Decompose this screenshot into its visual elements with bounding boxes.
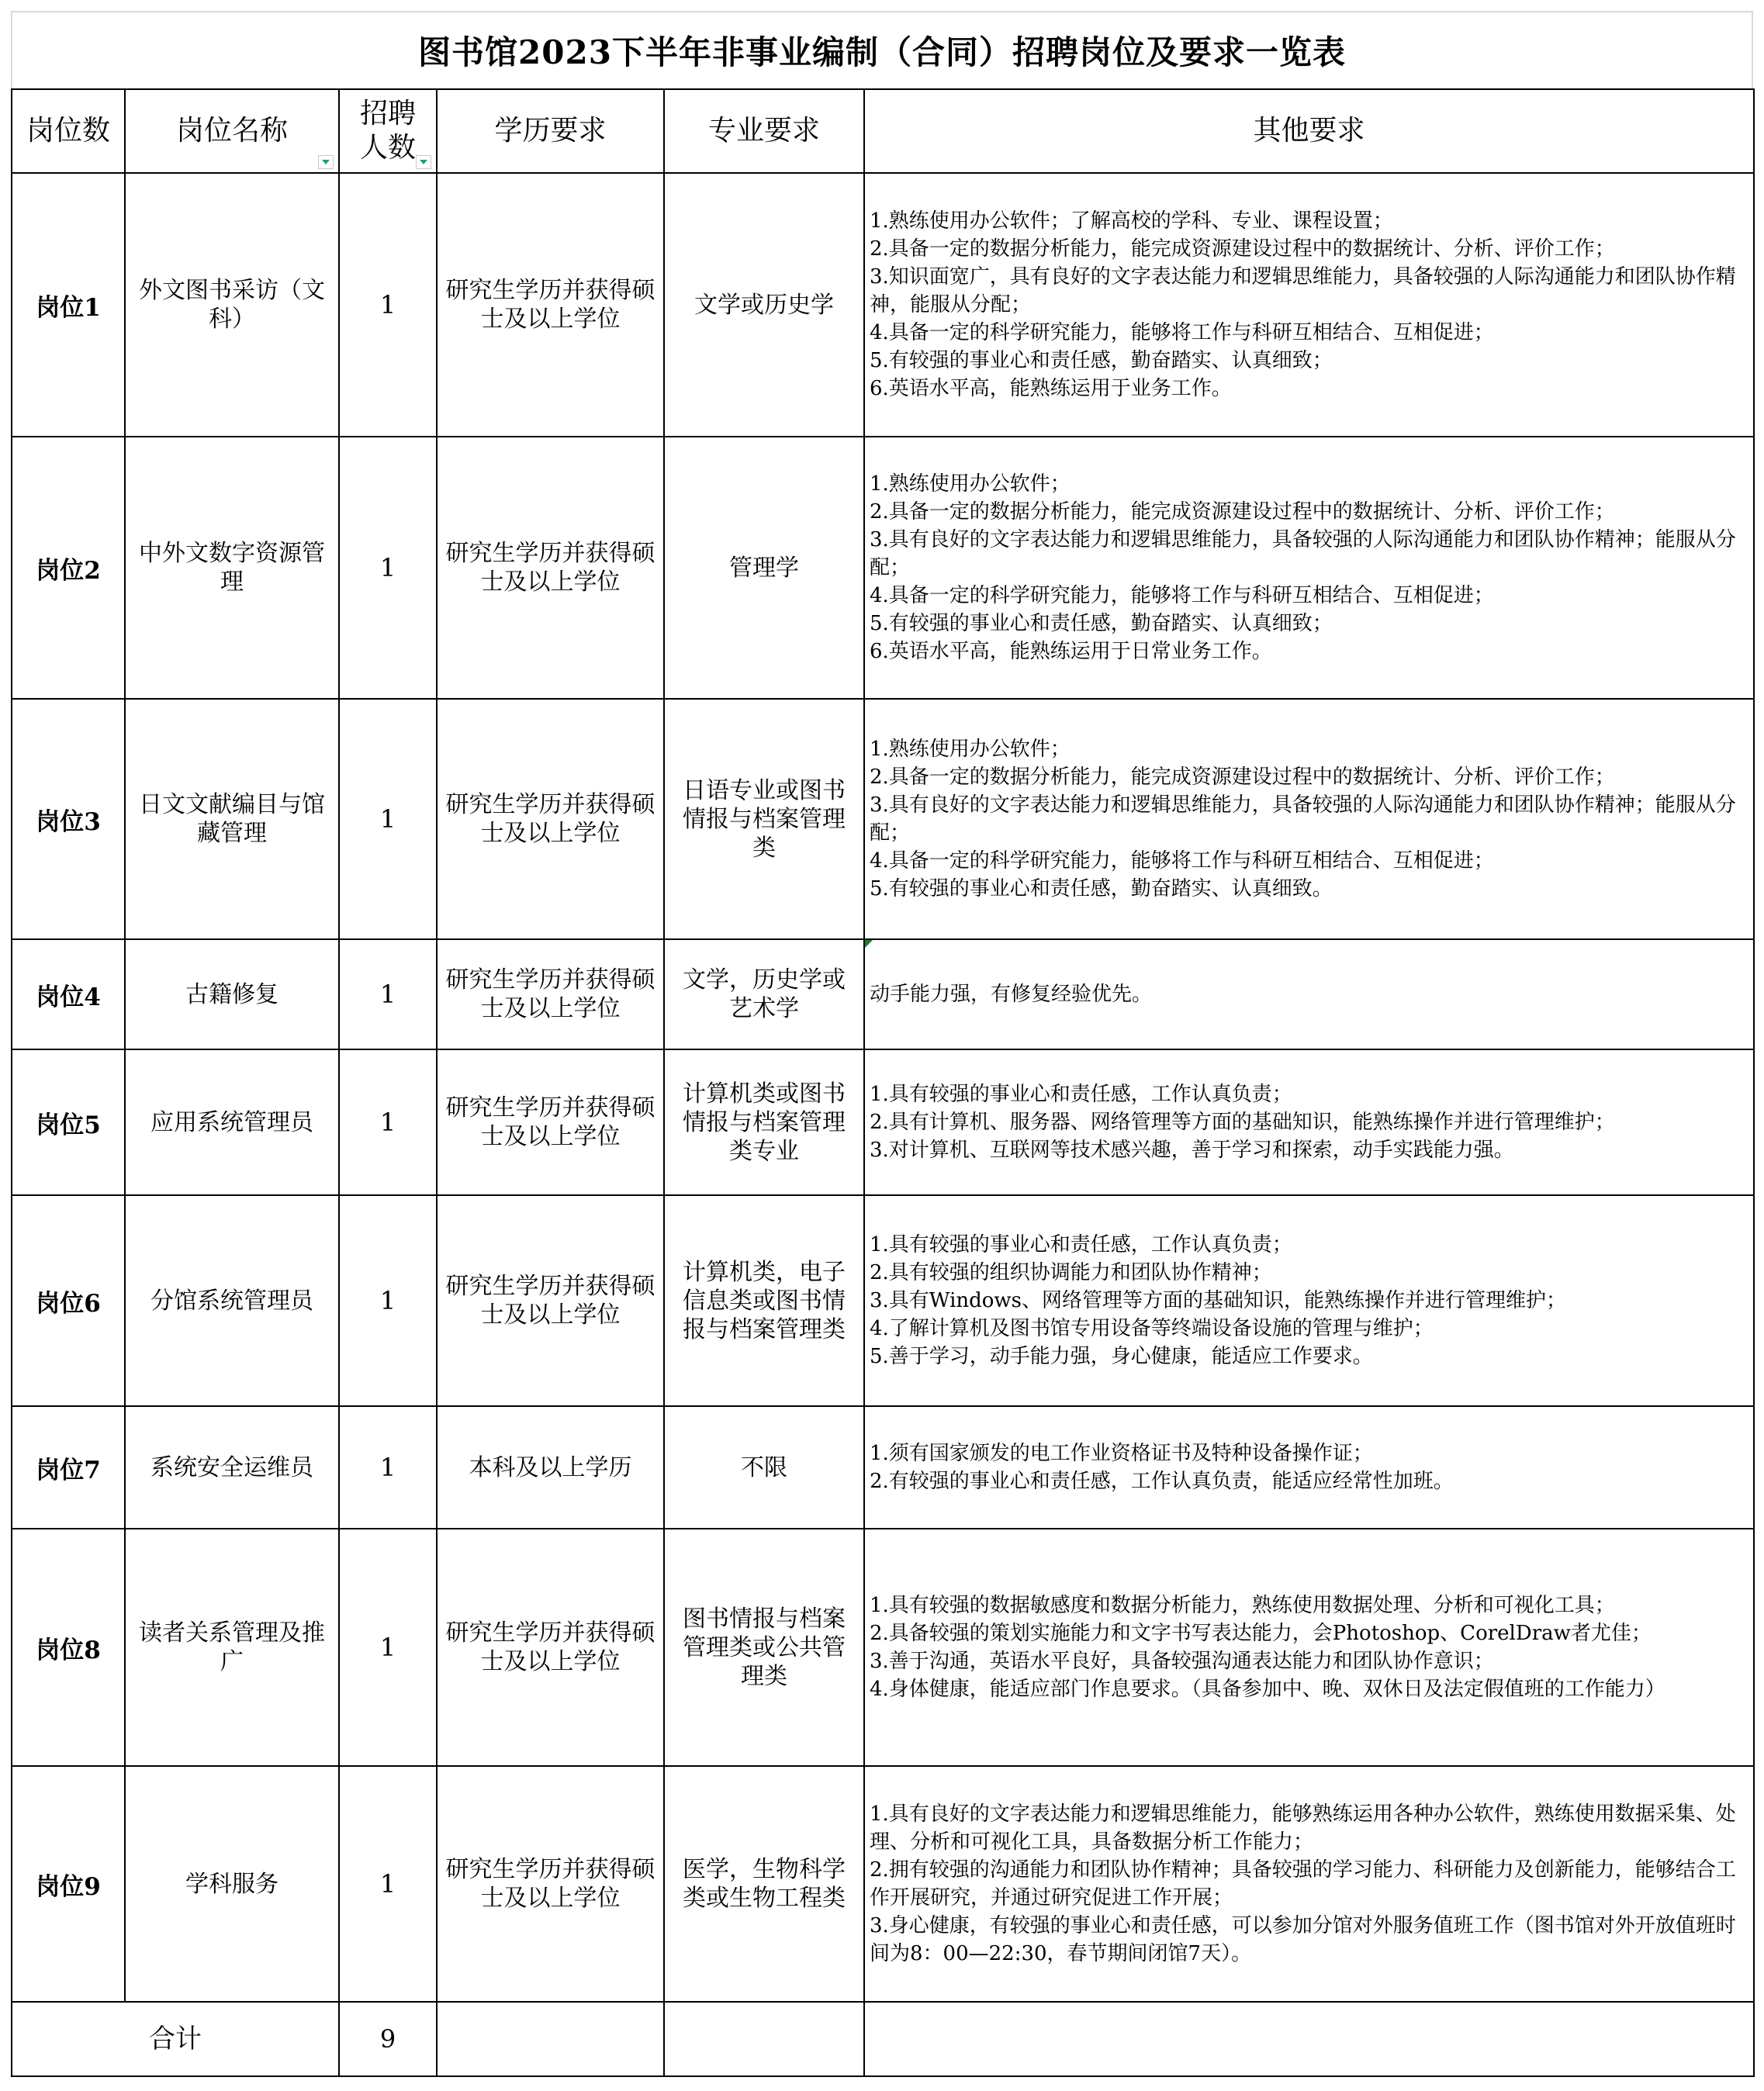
headcount-cell: 1 bbox=[339, 1195, 437, 1406]
education-cell: 研究生学历并获得硕士及以上学位 bbox=[437, 1195, 664, 1406]
major-cell: 计算机类，电子信息类或图书情报与档案管理类 bbox=[664, 1195, 864, 1406]
table-row bbox=[12, 699, 1754, 939]
header-education: 学历要求 bbox=[437, 89, 664, 173]
total-row bbox=[12, 2002, 1754, 2076]
requirement-line: 1.熟练使用办公软件； bbox=[870, 738, 1071, 761]
requirement-line: 5.有较强的事业心和责任感，勤奋踏实、认真细致； bbox=[870, 349, 1333, 372]
requirement-line: 3.知识面宽广，具有良好的文字表达能力和逻辑思维能力，具备较强的人际沟通能力和团队协作精神，能服从分配； bbox=[870, 265, 1736, 316]
table-row bbox=[12, 1406, 1754, 1529]
requirement-line: 5.有较强的事业心和责任感，勤奋踏实、认真细致； bbox=[870, 612, 1333, 635]
header-position-name-label: 岗位名称 bbox=[175, 115, 288, 147]
requirement-line: 4.具备一定的科学研究能力，能够将工作与科研互相结合、互相促进； bbox=[870, 584, 1494, 607]
total-count-cell: 9 bbox=[339, 2002, 437, 2076]
position-no-cell: 岗位2 bbox=[12, 437, 125, 699]
requirement-line: 3.对计算机、互联网等技术感兴趣，善于学习和探索，动手实践能力强。 bbox=[870, 1139, 1514, 1162]
position-no-cell: 岗位1 bbox=[12, 173, 125, 437]
requirement-line: 4.身体健康，能适应部门作息要求。（具备参加中、晚、双休日及法定假值班的工作能力） bbox=[870, 1678, 1665, 1701]
education-cell: 本科及以上学历 bbox=[437, 1406, 664, 1529]
education-cell: 研究生学历并获得硕士及以上学位 bbox=[437, 1766, 664, 2002]
requirement-line: 1.熟练使用办公软件； bbox=[870, 472, 1071, 496]
header-other: 其他要求 bbox=[864, 89, 1754, 173]
table-row bbox=[12, 173, 1754, 437]
position-no-cell: 岗位7 bbox=[12, 1406, 125, 1529]
position-name-cell: 古籍修复 bbox=[125, 939, 339, 1049]
headcount-cell: 1 bbox=[339, 699, 437, 939]
other-requirements-cell bbox=[864, 1766, 1754, 2002]
other-requirements-cell bbox=[864, 1195, 1754, 1406]
filter-dropdown-icon[interactable] bbox=[318, 155, 334, 169]
requirement-line: 6.英语水平高，能熟练运用于业务工作。 bbox=[870, 377, 1232, 400]
position-name-cell: 外文图书采访（文科） bbox=[125, 173, 339, 437]
requirement-line: 5.有较强的事业心和责任感，勤奋踏实、认真细致。 bbox=[870, 877, 1333, 900]
position-name-cell: 分馆系统管理员 bbox=[125, 1195, 339, 1406]
total-label-cell: 合计 bbox=[12, 2002, 339, 2076]
requirement-line: 2.具有计算机、服务器、网络管理等方面的基础知识，能熟练操作并进行管理维护； bbox=[870, 1111, 1615, 1134]
requirement-line: 1.具有较强的数据敏感度和数据分析能力，熟练使用数据处理、分析和可视化工具； bbox=[870, 1594, 1615, 1617]
major-cell: 管理学 bbox=[664, 437, 864, 699]
requirement-line: 3.身心健康，有较强的事业心和责任感，可以参加分馆对外服务值班工作（图书馆对外开放值班时间为8：00—22:30，春节期间闭馆7天）。 bbox=[870, 1914, 1736, 1965]
recruitment-sheet bbox=[11, 11, 1753, 2077]
major-cell: 不限 bbox=[664, 1406, 864, 1529]
major-cell: 计算机类或图书情报与档案管理类专业 bbox=[664, 1049, 864, 1195]
major-cell: 日语专业或图书情报与档案管理类 bbox=[664, 699, 864, 939]
requirement-line: 3.具有Windows、网络管理等方面的基础知识，能熟练操作并进行管理维护； bbox=[870, 1289, 1567, 1312]
requirement-line: 2.具备一定的数据分析能力，能完成资源建设过程中的数据统计、分析、评价工作； bbox=[870, 766, 1615, 789]
requirement-line: 2.具备较强的策划实施能力和文字书写表达能力，会Photoshop、CorelDraw者尤佳； bbox=[870, 1622, 1652, 1645]
other-requirements-cell bbox=[864, 1529, 1754, 1766]
requirement-line: 动手能力强，有修复经验优先。 bbox=[870, 983, 1153, 1006]
position-name-cell: 系统安全运维员 bbox=[125, 1406, 339, 1529]
positions-table bbox=[11, 88, 1755, 2077]
empty-cell bbox=[664, 2002, 864, 2076]
requirement-line: 4.具备一定的科学研究能力，能够将工作与科研互相结合、互相促进； bbox=[870, 321, 1494, 344]
position-no-cell: 岗位5 bbox=[12, 1049, 125, 1195]
header-headcount-line2: 人数 bbox=[359, 132, 416, 164]
other-requirements-cell bbox=[864, 173, 1754, 437]
header-headcount-line1: 招聘 bbox=[359, 98, 416, 130]
position-no-cell: 岗位3 bbox=[12, 699, 125, 939]
table-row bbox=[12, 437, 1754, 699]
headcount-cell: 1 bbox=[339, 1529, 437, 1766]
education-cell: 研究生学历并获得硕士及以上学位 bbox=[437, 437, 664, 699]
header-headcount bbox=[339, 89, 437, 173]
position-name-cell: 日文文献编目与馆藏管理 bbox=[125, 699, 339, 939]
table-row bbox=[12, 1766, 1754, 2002]
education-cell: 研究生学历并获得硕士及以上学位 bbox=[437, 939, 664, 1049]
major-cell: 医学，生物科学类或生物工程类 bbox=[664, 1766, 864, 2002]
major-cell: 文学或历史学 bbox=[664, 173, 864, 437]
education-cell: 研究生学历并获得硕士及以上学位 bbox=[437, 173, 664, 437]
position-no-cell: 岗位6 bbox=[12, 1195, 125, 1406]
cell-comment-marker bbox=[865, 940, 873, 948]
requirement-line: 4.具备一定的科学研究能力，能够将工作与科研互相结合、互相促进； bbox=[870, 849, 1494, 873]
requirement-line: 1.熟练使用办公软件；了解高校的学科、专业、课程设置； bbox=[870, 209, 1393, 233]
position-no-cell: 岗位9 bbox=[12, 1766, 125, 2002]
position-no-cell: 岗位8 bbox=[12, 1529, 125, 1766]
position-name-cell: 中外文数字资源管理 bbox=[125, 437, 339, 699]
requirement-line: 1.具有良好的文字表达能力和逻辑思维能力，能够熟练运用各种办公软件，熟练使用数据采集、处理、分析和可视化工具，具备数据分析工作能力； bbox=[870, 1802, 1736, 1854]
header-row bbox=[12, 89, 1754, 173]
position-no-cell: 岗位4 bbox=[12, 939, 125, 1049]
requirement-line: 1.具有较强的事业心和责任感，工作认真负责； bbox=[870, 1233, 1292, 1256]
requirement-line: 2.具有较强的组织协调能力和团队协作精神； bbox=[870, 1261, 1272, 1284]
headcount-cell: 1 bbox=[339, 1406, 437, 1529]
table-row bbox=[12, 1529, 1754, 1766]
requirement-line: 2.拥有较强的沟通能力和团队协作精神；具备较强的学习能力、科研能力及创新能力，能够结合工作开展研究，并通过研究促进工作开展； bbox=[870, 1858, 1736, 1910]
empty-cell bbox=[437, 2002, 664, 2076]
requirement-line: 6.英语水平高，能熟练运用于日常业务工作。 bbox=[870, 640, 1272, 663]
requirement-line: 1.具有较强的事业心和责任感，工作认真负责； bbox=[870, 1083, 1292, 1106]
table-row bbox=[12, 1195, 1754, 1406]
position-name-cell: 学科服务 bbox=[125, 1766, 339, 2002]
major-cell: 文学，历史学或艺术学 bbox=[664, 939, 864, 1049]
empty-cell bbox=[864, 2002, 1754, 2076]
filter-dropdown-icon[interactable] bbox=[416, 155, 431, 169]
requirement-line: 3.具有良好的文字表达能力和逻辑思维能力，具备较强的人际沟通能力和团队协作精神；能服从分配； bbox=[870, 793, 1736, 845]
other-requirements-cell bbox=[864, 1406, 1754, 1529]
headcount-cell: 1 bbox=[339, 1766, 437, 2002]
requirement-line: 3.善于沟通，英语水平良好，具备较强沟通表达能力和团队协作意识； bbox=[870, 1650, 1494, 1673]
requirement-line: 5.善于学习，动手能力强，身心健康，能适应工作要求。 bbox=[870, 1345, 1373, 1368]
position-name-cell: 应用系统管理员 bbox=[125, 1049, 339, 1195]
major-cell: 图书情报与档案管理类或公共管理类 bbox=[664, 1529, 864, 1766]
header-major: 专业要求 bbox=[664, 89, 864, 173]
header-position-name bbox=[125, 89, 339, 173]
table-row bbox=[12, 939, 1754, 1049]
requirement-line: 1.须有国家颁发的电工作业资格证书及特种设备操作证； bbox=[870, 1442, 1373, 1465]
education-cell: 研究生学历并获得硕士及以上学位 bbox=[437, 1529, 664, 1766]
education-cell: 研究生学历并获得硕士及以上学位 bbox=[437, 699, 664, 939]
requirement-line: 2.有较强的事业心和责任感，工作认真负责，能适应经常性加班。 bbox=[870, 1470, 1454, 1493]
other-requirements-cell bbox=[864, 939, 1754, 1049]
education-cell: 研究生学历并获得硕士及以上学位 bbox=[437, 1049, 664, 1195]
table-row bbox=[12, 1049, 1754, 1195]
position-name-cell: 读者关系管理及推广 bbox=[125, 1529, 339, 1766]
headcount-cell: 1 bbox=[339, 1049, 437, 1195]
requirement-line: 3.具有良好的文字表达能力和逻辑思维能力，具备较强的人际沟通能力和团队协作精神；能服从分配； bbox=[870, 528, 1736, 579]
other-requirements-cell bbox=[864, 1049, 1754, 1195]
header-position-no: 岗位数 bbox=[12, 89, 125, 173]
other-requirements-cell bbox=[864, 437, 1754, 699]
requirement-line: 2.具备一定的数据分析能力，能完成资源建设过程中的数据统计、分析、评价工作； bbox=[870, 237, 1615, 261]
headcount-cell: 1 bbox=[339, 173, 437, 437]
requirement-line: 4.了解计算机及图书馆专用设备等终端设备设施的管理与维护； bbox=[870, 1317, 1434, 1340]
requirement-line: 2.具备一定的数据分析能力，能完成资源建设过程中的数据统计、分析、评价工作； bbox=[870, 500, 1615, 524]
headcount-cell: 1 bbox=[339, 939, 437, 1049]
headcount-cell: 1 bbox=[339, 437, 437, 699]
other-requirements-cell bbox=[864, 699, 1754, 939]
sheet-title: 图书馆2023下半年非事业编制（合同）招聘岗位及要求一览表 bbox=[11, 11, 1753, 88]
